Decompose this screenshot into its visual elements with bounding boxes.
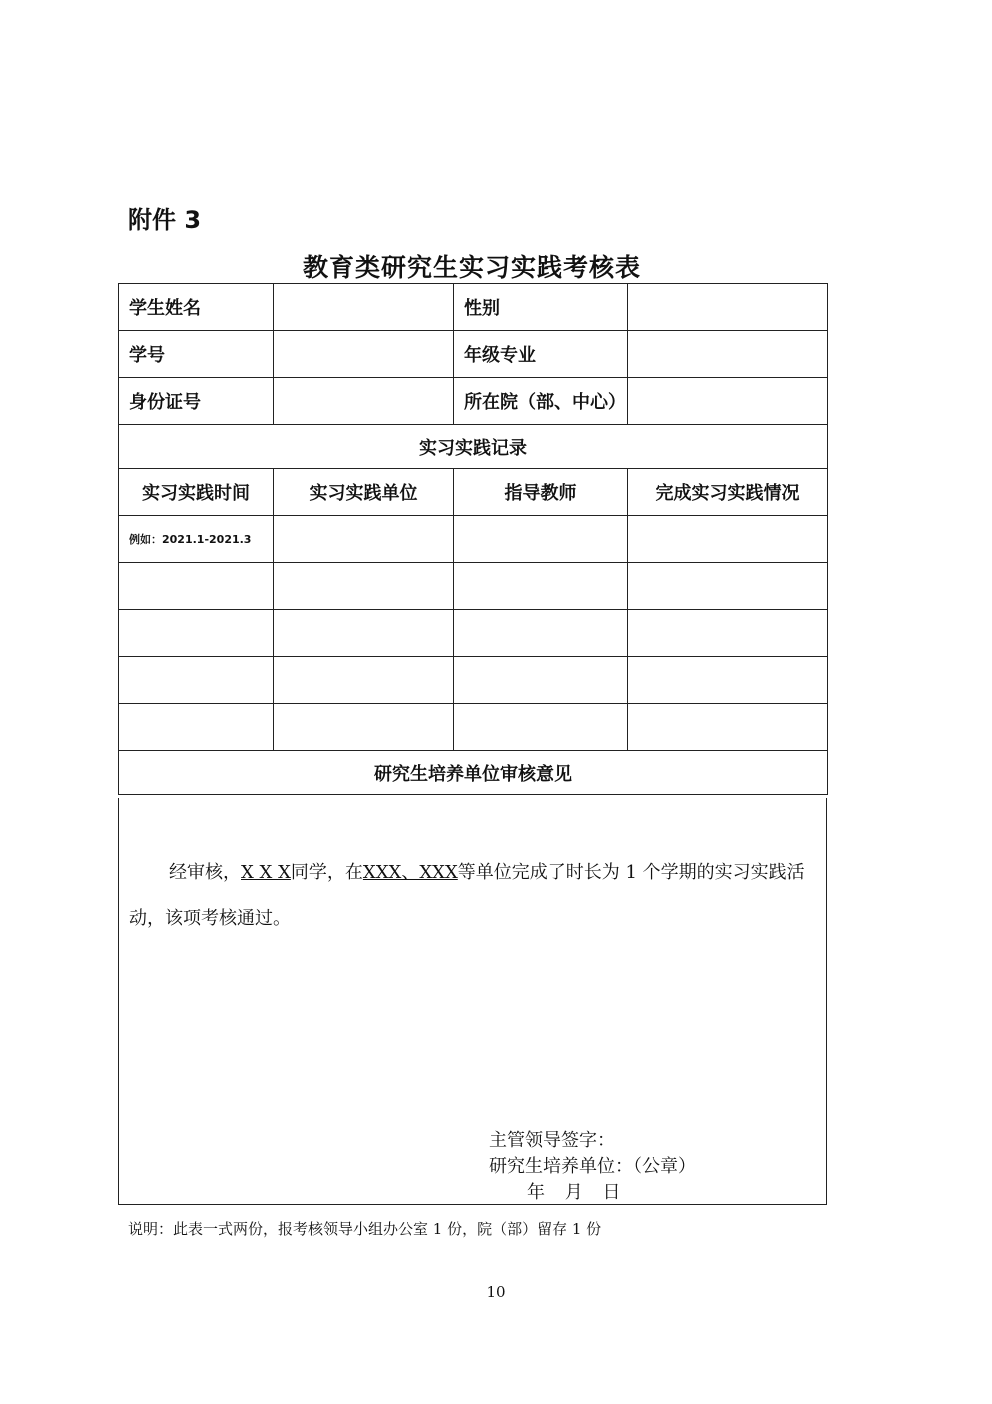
record-cell[interactable] <box>274 657 454 704</box>
record-cell[interactable] <box>454 657 628 704</box>
attachment-label: 附件 3 <box>128 206 202 234</box>
department-field[interactable] <box>628 378 828 425</box>
record-cell[interactable] <box>454 516 628 563</box>
table-row <box>119 704 828 751</box>
table-row <box>119 516 828 563</box>
unit-seal-label: 研究生培养单位：（公章） <box>489 1156 696 1177</box>
idcard-field[interactable] <box>274 378 454 425</box>
name-label: 学生姓名 <box>119 284 274 331</box>
record-cell[interactable] <box>454 704 628 751</box>
table-row <box>119 610 828 657</box>
header-teacher: 指导教师 <box>454 469 628 516</box>
record-cell[interactable] <box>628 563 828 610</box>
date-label: 年 月 日 <box>527 1182 621 1203</box>
record-cell[interactable] <box>628 704 828 751</box>
assessment-table <box>118 283 828 795</box>
page-number: 10 <box>486 1283 506 1301</box>
grade-major-field[interactable] <box>628 331 828 378</box>
record-cell[interactable] <box>628 610 828 657</box>
review-prefix: 经审核， <box>169 862 241 883</box>
example-time[interactable]: 例如：2021.1-2021.3 <box>119 516 274 563</box>
footnote: 说明：此表一式两份，报考核领导小组办公室 1 份，院（部）留存 1 份 <box>128 1220 602 1238</box>
record-cell[interactable] <box>628 516 828 563</box>
record-cell[interactable] <box>274 563 454 610</box>
header-status: 完成实习实践情况 <box>628 469 828 516</box>
record-cell[interactable] <box>454 610 628 657</box>
name-field[interactable] <box>274 284 454 331</box>
review-mid1: 同学，在 <box>290 862 363 883</box>
table-row <box>119 563 828 610</box>
table-row <box>119 657 828 704</box>
header-time: 实习实践时间 <box>119 469 274 516</box>
table-row <box>119 425 828 469</box>
department-label: 所在院（部、中心） <box>454 378 628 425</box>
record-cell[interactable] <box>119 657 274 704</box>
record-cell[interactable] <box>628 657 828 704</box>
gender-field[interactable] <box>628 284 828 331</box>
record-cell[interactable] <box>274 516 454 563</box>
record-cell[interactable] <box>274 704 454 751</box>
form-title: 教育类研究生实习实践考核表 <box>302 253 641 282</box>
student-id-label: 学号 <box>119 331 274 378</box>
header-unit: 实习实践单位 <box>274 469 454 516</box>
record-cell[interactable] <box>119 704 274 751</box>
idcard-label: 身份证号 <box>119 378 274 425</box>
review-opinion-box[interactable] <box>118 798 827 1205</box>
record-cell[interactable] <box>454 563 628 610</box>
record-cell[interactable] <box>119 563 274 610</box>
table-row <box>119 751 828 795</box>
leader-signature-label: 主管领导签字： <box>489 1130 615 1151</box>
table-row <box>119 331 828 378</box>
table-row <box>119 378 828 425</box>
table-row <box>119 284 828 331</box>
table-row <box>119 469 828 516</box>
student-placeholder: X X X <box>241 862 291 883</box>
gender-label: 性别 <box>454 284 628 331</box>
review-mid2: 等单位完成了时长为 1 个学期的实习实践活动，该项考核通过。 <box>129 862 805 929</box>
student-id-field[interactable] <box>274 331 454 378</box>
units-placeholder: XXX、XXX <box>362 862 458 883</box>
grade-major-label: 年级专业 <box>454 331 628 378</box>
review-section-title: 研究生培养单位审核意见 <box>119 751 828 795</box>
record-cell[interactable] <box>274 610 454 657</box>
record-section-title: 实习实践记录 <box>119 425 828 469</box>
review-text <box>129 850 819 942</box>
record-cell[interactable] <box>119 610 274 657</box>
